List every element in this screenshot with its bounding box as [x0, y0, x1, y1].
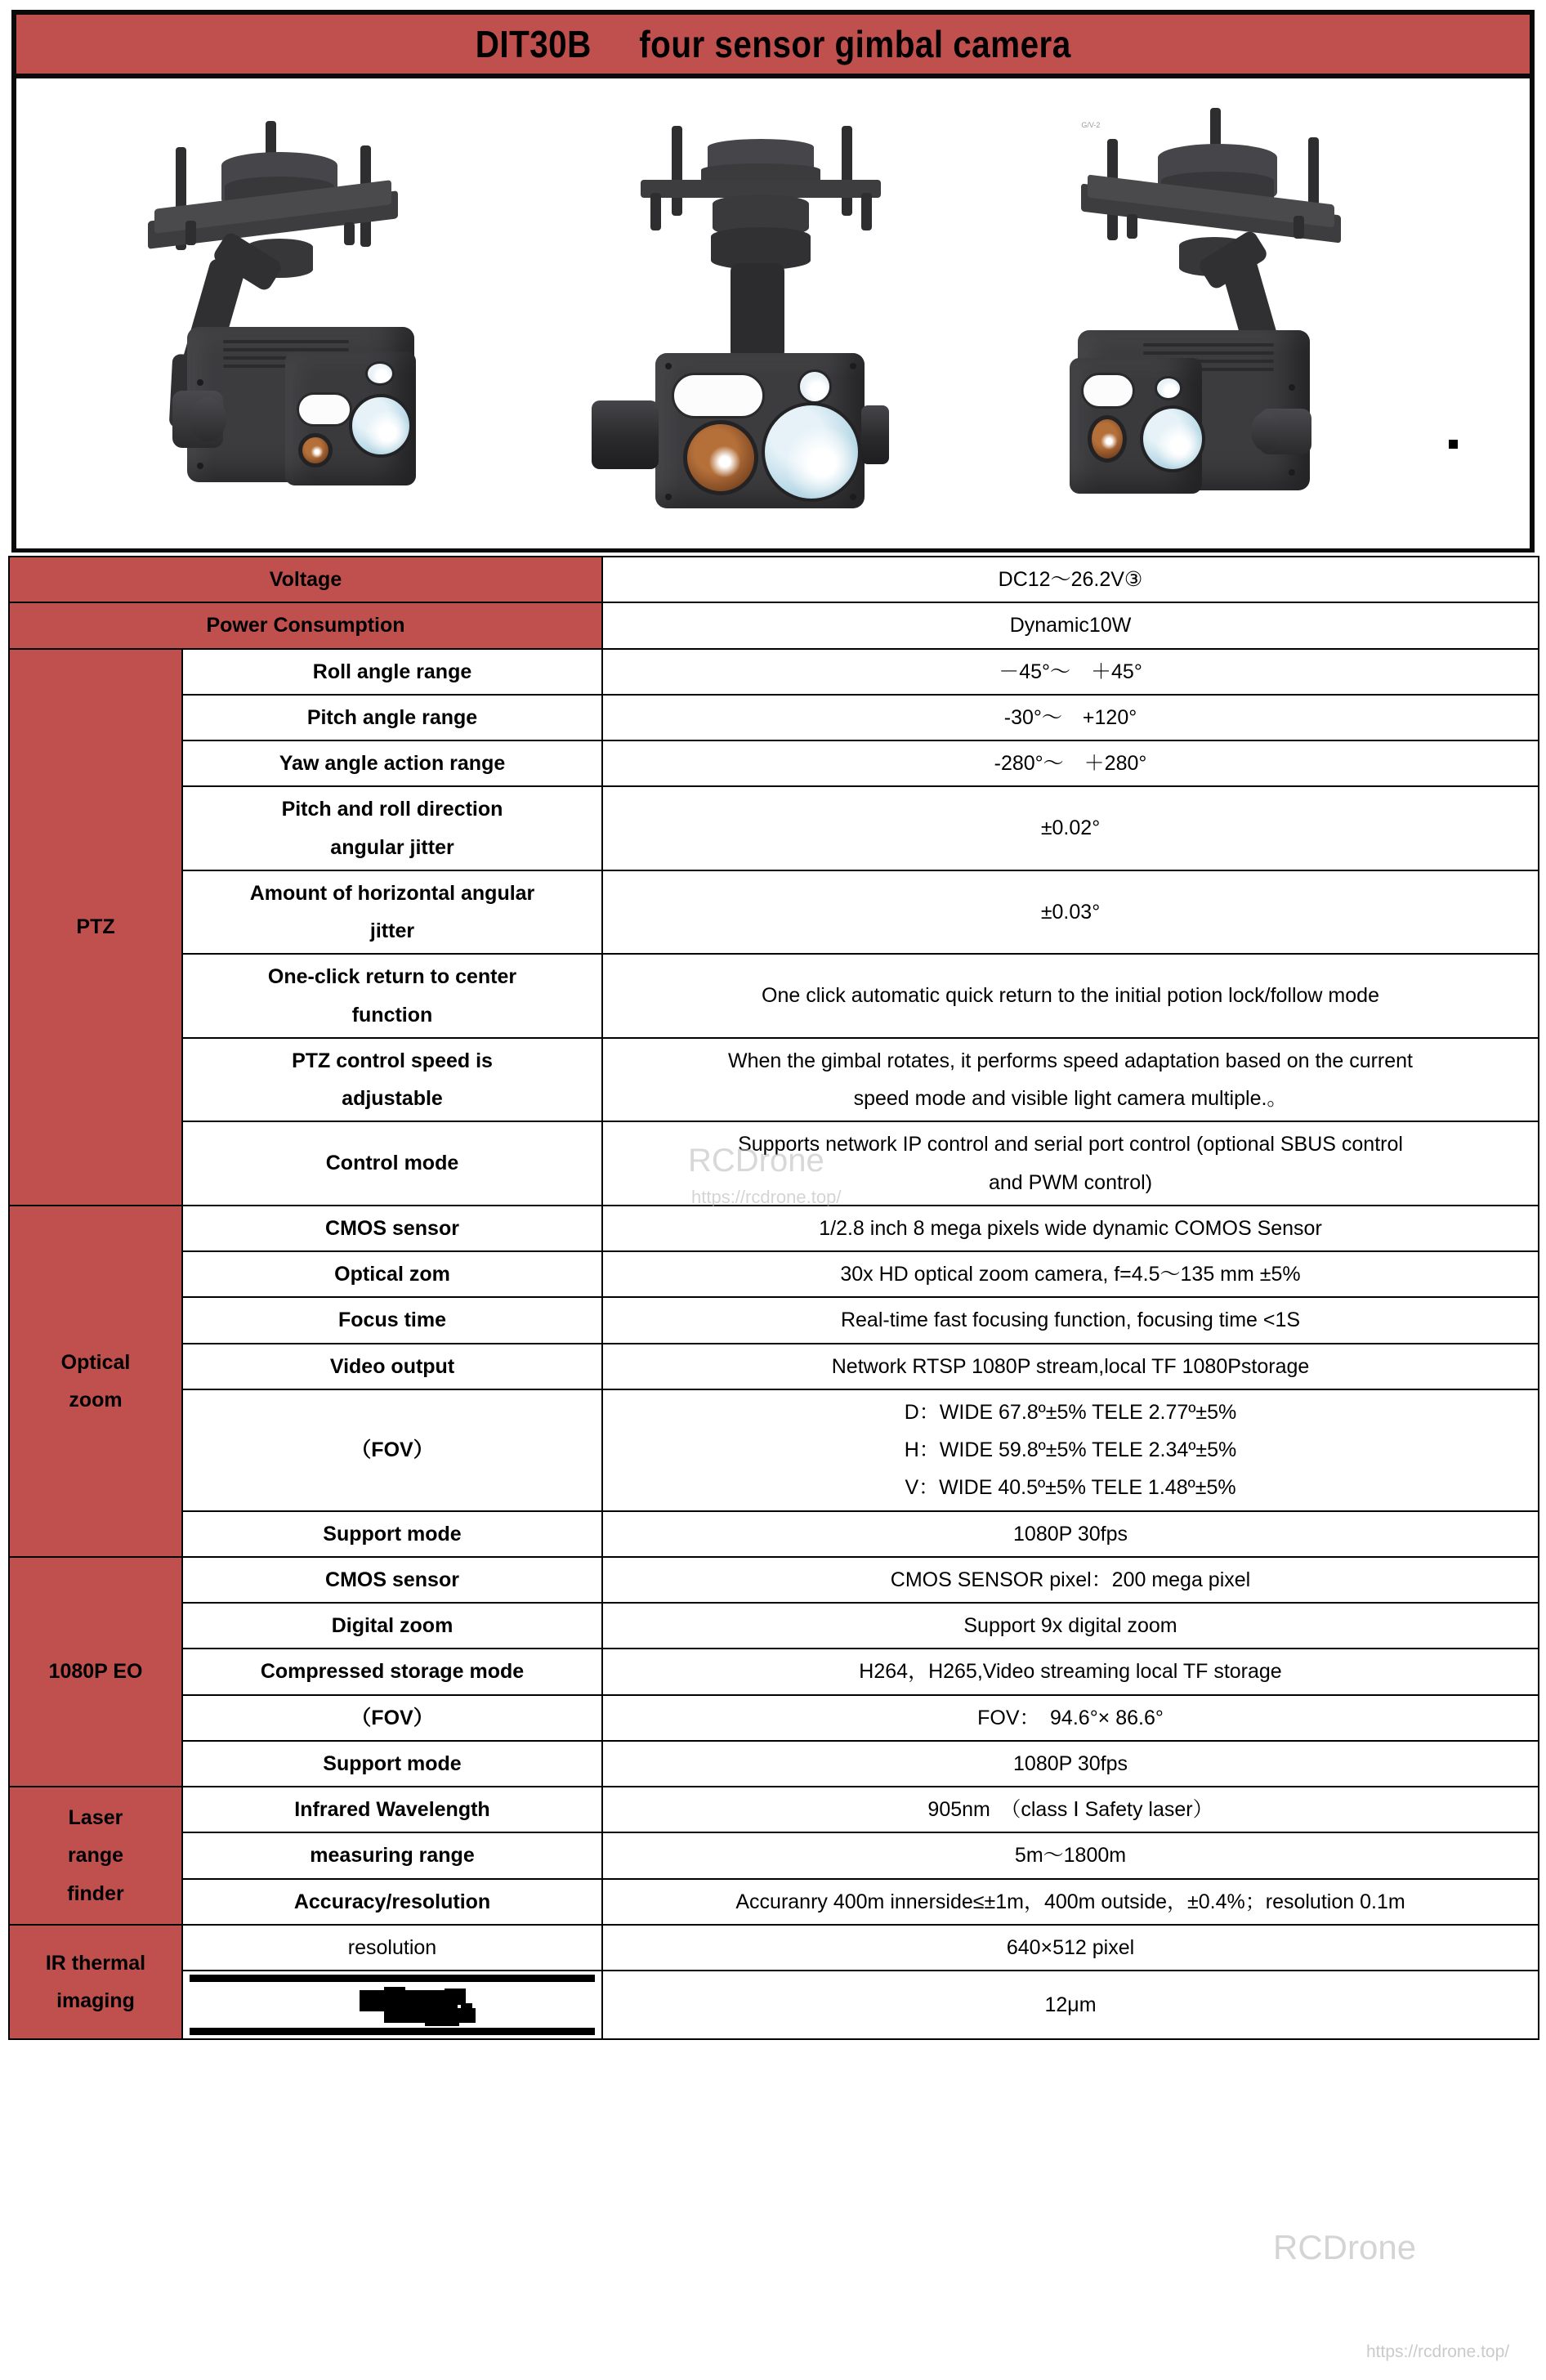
laser-rangefinder-window	[798, 369, 832, 404]
row-value-pixel-pitch: 12μm	[602, 1971, 1539, 2039]
row-label-cmos-sensor: CMOS sensor	[182, 1206, 602, 1251]
row-value-focus-time: Real-time fast focusing function, focusing time <1S	[602, 1297, 1539, 1343]
eo-zoom-lens	[762, 402, 861, 502]
label-line: Pitch and roll direction	[281, 798, 503, 821]
table-row	[9, 1832, 1539, 1878]
row-value-horizontal-jitter: ±0.03°	[602, 870, 1539, 955]
section-category-1080p-eo: 1080P EO	[9, 1557, 182, 1787]
table-row	[9, 1557, 1539, 1603]
category-line: zoom	[69, 1388, 123, 1411]
table-row	[9, 1121, 1539, 1206]
table-row	[9, 786, 1539, 870]
thermal-lens	[1088, 415, 1127, 463]
table-row	[9, 1971, 1539, 2039]
table-row	[9, 1344, 1539, 1389]
table-row	[9, 1511, 1539, 1557]
row-value-one-click-return: One click automatic quick return to the initial potion lock/follow mode	[602, 954, 1539, 1038]
row-label-measuring-range: measuring range	[182, 1832, 602, 1878]
table-row	[9, 1879, 1539, 1925]
row-value-fov-eo: FOV： 94.6°× 86.6°	[602, 1695, 1539, 1741]
ir-laser-window	[672, 373, 765, 418]
laser-rangefinder-window	[365, 361, 395, 386]
row-label-voltage: Voltage	[9, 557, 602, 602]
row-value-video-output: Network RTSP 1080P stream,local TF 1080Pstorage	[602, 1344, 1539, 1389]
row-label-video-output: Video output	[182, 1344, 602, 1389]
table-row	[9, 870, 1539, 955]
thermal-lens	[683, 420, 758, 495]
row-value-infrared-wavelength: 905nm （class Ⅰ Safety laser）	[602, 1787, 1539, 1832]
category-line: Laser	[68, 1806, 123, 1829]
row-value-ir-resolution: 640×512 pixel	[602, 1925, 1539, 1971]
value-line: When the gimbal rotates, it performs speed adaptation based on the current	[728, 1049, 1414, 1072]
product-view-three-quarter-left	[40, 85, 498, 543]
redaction-block	[190, 1975, 595, 2035]
table-row	[9, 649, 1539, 695]
row-value-power-consumption: Dynamic10W	[602, 602, 1539, 648]
row-label-fov-optical: （FOV）	[182, 1389, 602, 1511]
row-label-digital-zoom: Digital zoom	[182, 1603, 602, 1649]
row-label-roll-angle-range: Roll angle range	[182, 649, 602, 695]
row-value-compressed-storage-mode: H264，H265,Video streaming local TF storage	[602, 1649, 1539, 1694]
ir-laser-window	[297, 392, 352, 427]
row-value-yaw-angle-action-range: -280°〜 ＋280°	[602, 740, 1539, 786]
label-line: adjustable	[342, 1087, 443, 1110]
watermark-url-middle: https://rcdrone.top/	[691, 1187, 842, 1207]
value-line: D：WIDE 67.8º±5% TELE 2.77º±5%	[904, 1400, 1237, 1424]
row-label-support-mode-optical: Support mode	[182, 1511, 602, 1557]
row-label-control-mode: Control mode	[182, 1121, 602, 1206]
row-value-optical-zoom: 30x HD optical zoom camera, f=4.5〜135 mm ±5%	[602, 1251, 1539, 1297]
row-label-infrared-wavelength: Infrared Wavelength	[182, 1787, 602, 1832]
specification-table	[8, 556, 1539, 2040]
row-value-ptz-control-speed	[602, 1038, 1539, 1122]
table-row	[9, 954, 1539, 1038]
label-line: angular jitter	[330, 835, 454, 859]
table-row	[9, 602, 1539, 648]
table-row	[9, 1695, 1539, 1741]
category-line: range	[67, 1844, 124, 1868]
watermark-brand-middle: RCDrone	[688, 1143, 824, 1179]
table-row	[9, 557, 1539, 602]
category-line: finder	[67, 1881, 124, 1905]
row-label-redacted	[182, 1971, 602, 2039]
table-row	[9, 1038, 1539, 1122]
value-line: Supports network IP control and serial port control (optional SBUS control	[738, 1133, 1403, 1156]
image-corner-label: G/V-2	[1081, 121, 1101, 129]
row-label-pitch-angle-range: Pitch angle range	[182, 695, 602, 740]
ir-laser-window	[1081, 373, 1135, 409]
category-line: IR thermal	[45, 1951, 146, 1975]
row-label-horizontal-jitter	[182, 870, 602, 955]
product-image-strip	[11, 78, 1535, 552]
title-bar	[16, 15, 1530, 74]
table-row	[9, 1389, 1539, 1511]
thermal-lens	[298, 433, 333, 468]
table-row	[9, 1206, 1539, 1251]
table-row	[9, 1603, 1539, 1649]
row-value-cmos-sensor: 1/2.8 inch 8 mega pixels wide dynamic COMOS Sensor	[602, 1206, 1539, 1251]
row-label-cmos-sensor-eo: CMOS sensor	[182, 1557, 602, 1603]
table-row	[9, 1251, 1539, 1297]
row-value-support-mode-optical: 1080P 30fps	[602, 1511, 1539, 1557]
table-row	[9, 695, 1539, 740]
table-row	[9, 1925, 1539, 1971]
category-line: imaging	[56, 1989, 135, 2012]
value-line: speed mode and visible light camera multiple.。	[853, 1087, 1288, 1110]
row-value-digital-zoom: Support 9x digital zoom	[602, 1603, 1539, 1649]
row-value-fov-optical	[602, 1389, 1539, 1511]
label-line: Amount of horizontal angular	[249, 881, 535, 905]
label-line: function	[351, 1003, 433, 1027]
row-value-measuring-range: 5m〜1800m	[602, 1832, 1539, 1878]
row-value-roll-angle-range: －45°〜 ＋45°	[602, 649, 1539, 695]
row-label-support-mode-eo: Support mode	[182, 1741, 602, 1787]
eo-zoom-lens	[1140, 405, 1205, 472]
row-value-accuracy-resolution: Accuranry 400m innerside≤±1m，400m outside，±0.4%；resolution 0.1m	[602, 1879, 1539, 1925]
row-value-voltage: DC12〜26.2V③	[602, 557, 1539, 602]
watermark-brand-bottom: RCDrone	[1273, 2228, 1417, 2266]
watermark-url-bottom: https://rcdrone.top/	[1366, 2342, 1510, 2361]
eo-zoom-lens	[349, 394, 413, 458]
label-line: jitter	[369, 919, 415, 942]
table-row	[9, 1297, 1539, 1343]
row-label-ptz-control-speed	[182, 1038, 602, 1122]
row-label-one-click-return	[182, 954, 602, 1038]
row-value-pitch-roll-jitter: ±0.02°	[602, 786, 1539, 870]
title-banner	[11, 10, 1535, 78]
section-category-optical-zoom	[9, 1206, 182, 1557]
value-line: V：WIDE 40.5º±5% TELE 1.48º±5%	[905, 1476, 1236, 1500]
row-label-accuracy-resolution: Accuracy/resolution	[182, 1879, 602, 1925]
row-label-compressed-storage-mode: Compressed storage mode	[182, 1649, 602, 1694]
product-view-front	[544, 85, 1002, 543]
table-row	[9, 1649, 1539, 1694]
section-category-ptz: PTZ	[9, 649, 182, 1206]
table-row	[9, 1741, 1539, 1787]
row-value-pitch-angle-range: -30°〜 +120°	[602, 695, 1539, 740]
row-label-power-consumption: Power Consumption	[9, 602, 602, 648]
row-label-focus-time: Focus time	[182, 1297, 602, 1343]
label-line: One-click return to center	[267, 965, 517, 989]
section-category-laser-range-finder	[9, 1787, 182, 1925]
category-line: Optical	[60, 1350, 131, 1374]
row-label-optical-zoom: Optical zom	[182, 1251, 602, 1297]
row-label-fov-eo: （FOV）	[182, 1695, 602, 1741]
value-line: and PWM control)	[988, 1170, 1153, 1194]
value-line: H：WIDE 59.8º±5% TELE 2.34º±5%	[904, 1438, 1237, 1461]
label-line: PTZ control speed is	[292, 1049, 493, 1072]
section-category-ir-thermal-imaging	[9, 1925, 182, 2039]
row-value-control-mode	[602, 1121, 1539, 1206]
row-value-support-mode-eo: 1080P 30fps	[602, 1741, 1539, 1787]
product-view-three-quarter-right	[1048, 85, 1506, 543]
row-label-ir-resolution: resolution	[182, 1925, 602, 1971]
row-label-pitch-roll-jitter	[182, 786, 602, 870]
table-row	[9, 740, 1539, 786]
table-row	[9, 1787, 1539, 1832]
row-label-yaw-angle-action-range: Yaw angle action range	[182, 740, 602, 786]
page-title: DIT30B four sensor gimbal camera	[475, 23, 1071, 65]
row-value-cmos-sensor-eo: CMOS SENSOR pixel：200 mega pixel	[602, 1557, 1539, 1603]
